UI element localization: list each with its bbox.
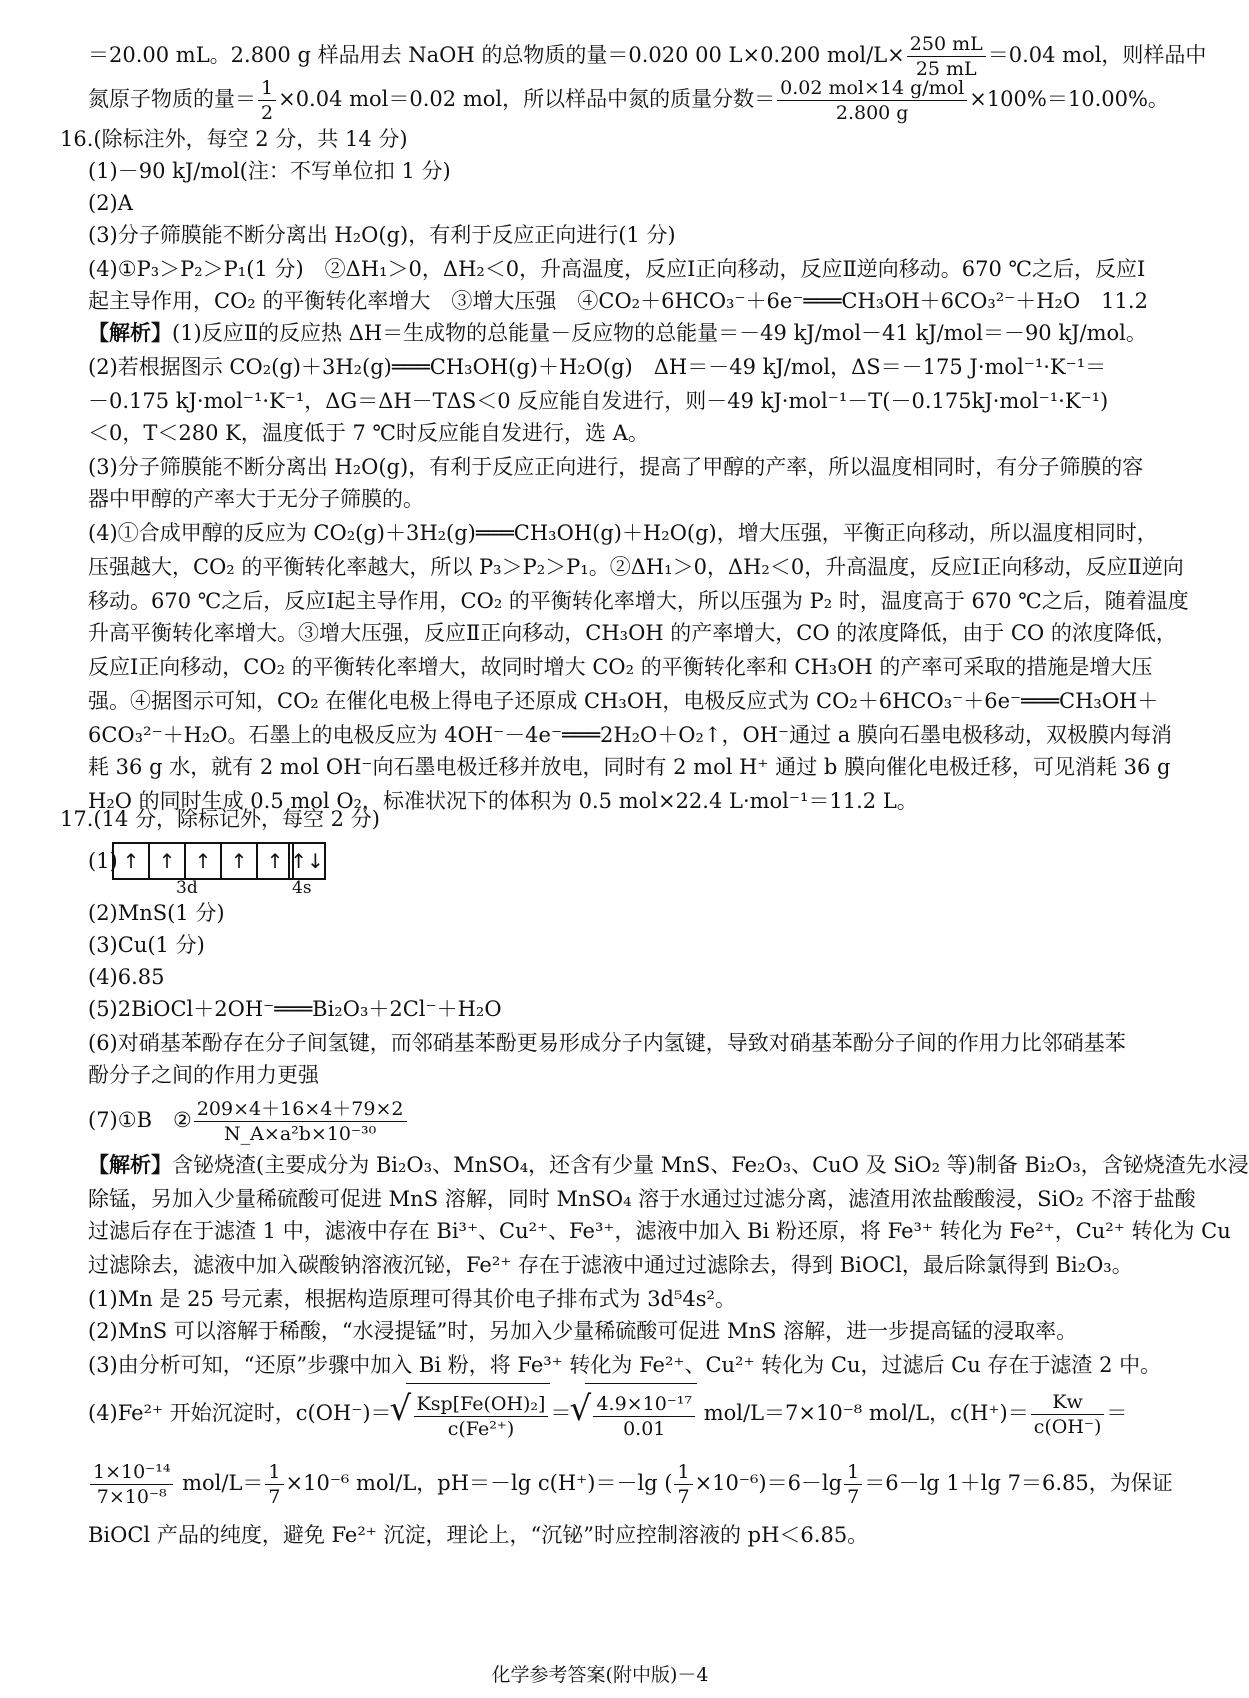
analysis-line: H₂O 的同时生成 0.5 mol O₂，标准状况下的体积为 0.5 mol×22.4 L·mol⁻¹＝11.2 L。 bbox=[88, 789, 918, 813]
answer-label: (1) bbox=[88, 849, 118, 873]
analysis-line: 压强越大，CO₂ 的平衡转化率越大，所以 P₃＞P₂＞P₁。②ΔH₁＞0，ΔH₂＜0，升高温度，反应Ⅰ正向移动，反应Ⅱ逆向 bbox=[88, 555, 1184, 579]
fraction: $\frac{1}{2}$ bbox=[258, 76, 276, 125]
fraction: √ $\frac{\text{4.9×10⁻¹⁷}}{0.01}$ bbox=[593, 1392, 695, 1441]
analysis-line: (1)Mn 是 25 号元素，根据构造原理可得其价电子排布式为 3d⁵4s²。 bbox=[88, 1287, 736, 1311]
answer-line: 酚分子之间的作用力更强 bbox=[88, 1063, 319, 1087]
analysis-line: 除锰，另加入少量稀硫酸可促进 MnS 溶解，同时 MnSO₄ 溶于水通过过滤分离，滤渣用浓盐酸酸浸，SiO₂ 不溶于盐酸 bbox=[88, 1187, 1196, 1211]
orbital-box: ↑↓ bbox=[290, 849, 324, 873]
analysis-line: (4)①合成甲醇的反应为 CO₂(g)＋3H₂(g)═══CH₃OH(g)＋H₂O(g)，增大压强，平衡正向移动，所以温度相同时， bbox=[88, 521, 1158, 545]
answer-line: (6)对硝基苯酚存在分子间氢键，而邻硝基苯酚更易形成分子内氢键，导致对硝基苯酚分子间的作用力比邻硝基苯 bbox=[88, 1031, 1126, 1055]
answer-line: (4)①P₃＞P₂＞P₁(1 分) ②ΔH₁＞0，ΔH₂＜0，升高温度，反应Ⅰ正向移动，反应Ⅱ逆向移动。670 ℃之后，反应Ⅰ bbox=[88, 257, 1146, 281]
analysis-line: 移动。670 ℃之后，反应Ⅰ起主导作用，CO₂ 的平衡转化率增大，所以压强为 P₂ 时，温度高于 670 ℃之后，随着温度 bbox=[88, 589, 1189, 613]
orbital-box: ↑ bbox=[266, 849, 284, 873]
orbital-box: ↑ bbox=[186, 844, 222, 878]
fraction: √ $\frac{\text{Ksp[Fe(OH)₂]}}{\text{c(Fe²⁺)}}$ bbox=[414, 1392, 549, 1441]
analysis-label: 【解析】 bbox=[88, 321, 172, 345]
square-root bbox=[585, 1383, 697, 1446]
answer-line: 起主导作用，CO₂ 的平衡转化率增大 ③增大压强 ④CO₂＋6HCO₃⁻＋6e⁻═══CH₃OH＋6CO₃²⁻＋H₂O 11.2 bbox=[88, 289, 1148, 313]
analysis-line: (3)由分析可知，“还原”步骤中加入 Bi 粉，将 Fe³⁺ 转化为 Fe²⁺、Cu²⁺ 转化为 Cu，过滤后 Cu 存在于滤渣 2 中。 bbox=[88, 1353, 1162, 1377]
orbital-box: ↑ bbox=[114, 844, 150, 878]
analysis-line: ＜0，T＜280 K，温度低于 7 ℃时反应能自发进行，选 A。 bbox=[88, 421, 649, 445]
orbital-box: ↑ bbox=[150, 844, 186, 878]
analysis-line: (4)Fe²⁺ 开始沉淀时，c(OH⁻)＝ √ $\frac{\text{Ksp[Fe(OH)₂]}}{\text{c(Fe²⁺)}}$ ＝ √ $\frac{\text{4.9×10⁻¹⁷}}{0.01}$ mol/L＝7×10⁻⁸ mol/L，c(H⁺)＝ $\frac{Kw}{c(OH^-)}$ ＝ bbox=[88, 1382, 1140, 1444]
analysis-line: (3)分子筛膜能不断分离出 H₂O(g)，有利于反应正向进行，提高了甲醇的产率，所以温度相同时，有分子筛膜的容 bbox=[88, 455, 1144, 479]
analysis-line: 6CO₃²⁻＋H₂O。石墨上的电极反应为 4OH⁻－4e⁻═══2H₂O＋O₂↑，OH⁻通过 a 膜向石墨电极移动，双极膜内每消 bbox=[88, 723, 1172, 747]
answer-line: (5)2BiOCl＋2OH⁻═══Bi₂O₃＋2Cl⁻＋H₂O bbox=[88, 997, 502, 1021]
fraction: $\frac{\text{0.02 mol×14 g/mol}}{2.800 g}$ bbox=[777, 76, 967, 125]
text-line: ＝20.00 mL。2.800 g 样品用去 NaOH 的总物质的量＝0.020 00 L×0.200 mol/L× $\frac{250 mL}{25 mL}$ ＝0.04 mol，则样品中 bbox=[88, 33, 1207, 80]
orbital-box: ↑ bbox=[222, 844, 258, 878]
analysis-label: 【解析】 bbox=[88, 1153, 172, 1177]
fraction: $\frac{1}{7}$ bbox=[265, 1460, 283, 1509]
answer-line: (3)Cu(1 分) bbox=[88, 933, 205, 957]
fraction: $\frac{\text{1×10⁻¹⁴}}{\text{7×10⁻⁸}}$ bbox=[90, 1460, 173, 1509]
orbital-diagram-4s bbox=[288, 842, 326, 880]
analysis-line: 耗 36 g 水，就有 2 mol OH⁻向石墨电极迁移并放电，同时有 2 mol H⁺ 通过 b 膜向催化电极迁移，可见消耗 36 g bbox=[88, 755, 1171, 779]
fraction: $\frac{Kw}{c(OH^-)}$ bbox=[1031, 1390, 1105, 1439]
analysis-line: 强。④据图示可知，CO₂ 在催化电极上得电子还原成 CH₃OH，电极反应式为 CO₂＋6HCO₃⁻＋6e⁻═══CH₃OH＋ bbox=[88, 689, 1159, 713]
page-footer: 化学参考答案(附中版)－4 bbox=[491, 1664, 709, 1686]
fraction: $\frac{209\times 4+16\times 4+79\times 2}{\text{N\_A×a²b×10⁻³⁰}}$ bbox=[194, 1097, 407, 1146]
answer-line: (2)A bbox=[88, 191, 133, 215]
orbital-label-4s: 4s bbox=[292, 878, 312, 898]
fraction: $\frac{1}{7}$ bbox=[674, 1460, 692, 1509]
fraction: $\frac{250 mL}{25 mL}$ bbox=[907, 32, 986, 81]
answer-line: (7)①B ② $\frac{209\times 4+16\times 4+79\times 2}{\text{N\_A×a²b×10⁻³⁰}}$ bbox=[88, 1094, 1140, 1146]
analysis-line: 过滤后存在于滤渣 1 中，滤液中存在 Bi³⁺、Cu²⁺、Fe³⁺，滤液中加入 Bi 粉还原，将 Fe³⁺ 转化为 Fe²⁺，Cu²⁺ 转化为 Cu bbox=[88, 1219, 1231, 1243]
analysis-line: 【解析】(1)反应Ⅱ的反应热 ΔH＝生成物的总能量－反应物的总能量＝－49 kJ/mol－41 kJ/mol＝－90 kJ/mol。 bbox=[88, 321, 1147, 345]
analysis-line: BiOCl 产品的纯度，避免 Fe²⁺ 沉淀，理论上，“沉铋”时应控制溶液的 pH＜6.85。 bbox=[88, 1523, 869, 1547]
analysis-line: 反应Ⅰ正向移动，CO₂ 的平衡转化率增大，故同时增大 CO₂ 的平衡转化率和 CH₃OH 的产率可采取的措施是增大压 bbox=[88, 655, 1153, 679]
question-header: 16.(除标注外，每空 2 分，共 14 分) bbox=[60, 127, 408, 151]
answer-line: (2)MnS(1 分) bbox=[88, 901, 225, 925]
fraction: $\frac{1}{7}$ bbox=[844, 1460, 862, 1509]
question-header: 17.(14 分，除标记外，每空 2 分) bbox=[60, 807, 380, 831]
analysis-line: (2)若根据图示 CO₂(g)＋3H₂(g)═══CH₃OH(g)＋H₂O(g) ΔH＝－49 kJ/mol，ΔS＝－175 J·mol⁻¹·K⁻¹＝ bbox=[88, 355, 1107, 379]
orbital-diagram-3d bbox=[112, 842, 294, 880]
answer-line: (4)6.85 bbox=[88, 965, 165, 989]
square-root bbox=[406, 1383, 551, 1446]
analysis-line: $\frac{\text{1×10⁻¹⁴}}{\text{7×10⁻⁸}}$ mol/L＝ $\frac{1}{7}$ ×10⁻⁶ mol/L，pH＝－lg c(H⁺)＝－lg ( $\frac{1}{7}$ ×10⁻⁶)＝6－lg $\frac{1}{7}$ ＝6－lg 1＋lg 7＝6.85，为保证 bbox=[88, 1452, 1140, 1514]
analysis-line: 过滤除去，滤液中加入碳酸钠溶液沉铋，Fe²⁺ 存在于滤液中通过过滤除去，得到 BiOCl，最后除氯得到 Bi₂O₃。 bbox=[88, 1253, 1133, 1277]
analysis-line: －0.175 kJ·mol⁻¹·K⁻¹，ΔG＝ΔH－TΔS＜0 反应能自发进行，则－49 kJ·mol⁻¹－T(－0.175kJ·mol⁻¹·K⁻¹) bbox=[88, 389, 1109, 413]
analysis-line: (2)MnS 可以溶解于稀酸，“水浸提锰”时，另加入少量稀硫酸可促进 MnS 溶解，进一步提高锰的浸取率。 bbox=[88, 1319, 1078, 1343]
analysis-line: 【解析】含铋烧渣(主要成分为 Bi₂O₃、MnSO₄，还含有少量 MnS、Fe₂O₃、CuO 及 SiO₂ 等)制备 Bi₂O₃，含铋烧渣先水浸 bbox=[88, 1153, 1249, 1177]
answer-line: (1)－90 kJ/mol(注：不写单位扣 1 分) bbox=[88, 159, 451, 183]
orbital-label-3d: 3d bbox=[176, 878, 198, 898]
analysis-line: 器中甲醇的产率大于无分子筛膜的。 bbox=[88, 487, 424, 511]
text-line: 氮原子物质的量＝ $\frac{1}{2}$ ×0.04 mol＝0.02 mol，所以样品中氮的质量分数＝ $\frac{\text{0.02 mol×14 g/mol}}{2.800 g}$ ×100%＝10.00%。 bbox=[88, 77, 1169, 124]
analysis-line: 升高平衡转化率增大。③增大压强，反应Ⅱ正向移动，CH₃OH 的产率增大，CO 的浓度降低，由于 CO 的浓度降低， bbox=[88, 621, 1177, 645]
answer-line: (3)分子筛膜能不断分离出 H₂O(g)，有利于反应正向进行(1 分) bbox=[88, 223, 676, 247]
